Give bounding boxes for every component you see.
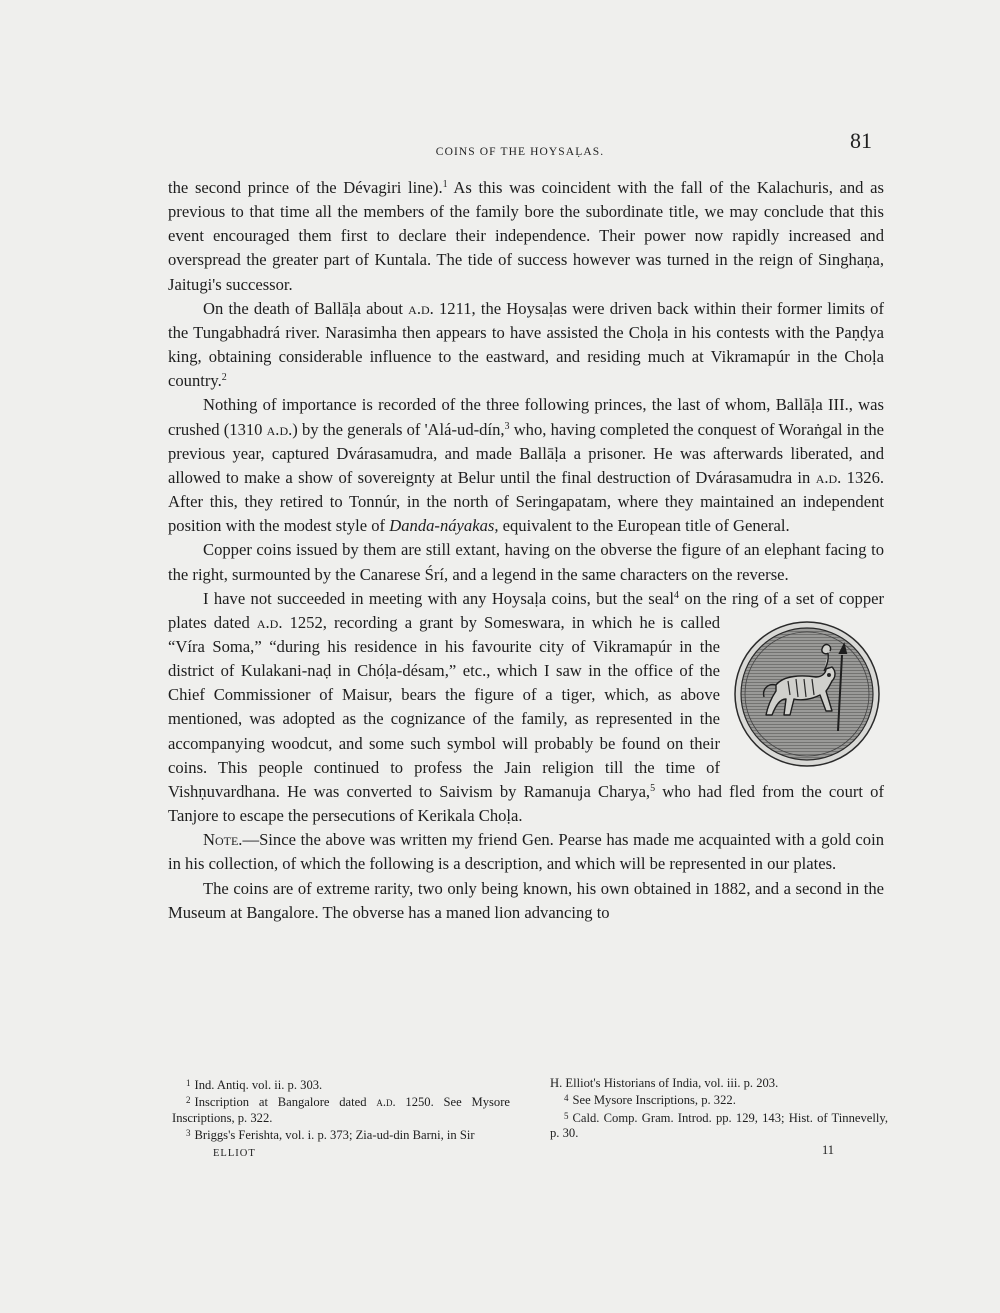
tiger-seal-figure (730, 613, 884, 775)
paragraph-4: Copper coins issued by them are still extant, having on the obverse the figure of an elephant facing to the right, surmounted by the Canarese Śrí, and a legend in the same characters on the reverse. (168, 540, 884, 584)
paragraph-7: The coins are of extreme rarity, two only being known, his own obtained in 1882, and a second in the Museum at Bangalore. The obverse has a maned lion advancing to (168, 878, 884, 922)
footnote-ref-2: 2 (221, 372, 227, 384)
tiger-seal-icon (732, 619, 882, 769)
footnote-5: $^5$ Cald. Comp. Gram. Introd. pp. 129, 143; Hist. of Tinnevelly, p. 30. (550, 1110, 888, 1141)
footnote-1: $^1$ Ind. Antiq. vol. ii. p. 303. (186, 1078, 323, 1092)
note-label: Note. (203, 830, 243, 850)
paragraph-5: I have not succeeded in meeting with any Hoysaḷa coins, but the seal$^4$ on the ring of a set of copper plates dated a.d. 1252, recording a grant by Someswara, in which he is called “Víra Soma,” “during his residence in his favourite city of Vikramapúr in the district of Kulakani-naḍ in Chóḷa-désam,” etc., which I saw in the office of the Chief Commissioner of Maisur, bears the figure of a tiger, which, as above mentioned, was adopted as the cognizance of the family, as represented in the accompanying woodcut, and some such symbol will probably be found on their coins. This people continued to profess the Jain religion till the time of Vishṇuvardhana. He was converted to Saivism by Ramanuja Charya,$^5$ who had fled from the court of Tanjore to escape the persecutions of Kerikala Choḷa. (168, 588, 885, 826)
footnotes-right (550, 1076, 888, 1144)
paragraph-2: On the death of Ballāḷa about a.d. 1211, the Hoysaḷas were driven back within their former limits of the Tungabhadrá river. Narasimha then appears to have assisted the Choḷa in his contests with the Paṇḍya king, obtaining considerable influence to the eastward, and residing much at Vikramapúr in the Choḷa country.$^2$ (168, 298, 884, 391)
footnote-4: $^4$ See Mysore Inscriptions, p. 322. (564, 1093, 736, 1108)
footnote-ref-1: 1 (442, 179, 448, 190)
main-text (168, 176, 884, 925)
footnote-2: $^2$ Inscription at Bangalore dated a.d. 1250. See Mysore Inscriptions, p. 322. (172, 1095, 510, 1125)
footnote-ref-3: 3 (504, 420, 510, 432)
page-number: 81 (850, 128, 872, 153)
running-title: COINS OF THE HOYSAḶAS. (435, 146, 605, 158)
paragraph-note: Note.—Since the above was written my friend Gen. Pearse has made me acquainted with a gold coin in his collection, of which the following is a description, and which will be represented in our plates. (168, 830, 884, 874)
footnote-ref-4: 4 (674, 589, 680, 601)
footnote-3: $^3$ Briggs's Ferishta, vol. i. p. 373; Zia-ud-din Barni, in Sir (186, 1128, 475, 1143)
signature-mark: ELLIOT (213, 1148, 256, 1159)
footnote-ref-5: 5 (650, 782, 656, 794)
footnote-3-continued: H. Elliot's Historians of India, vol. iii. p. 203. (550, 1076, 779, 1090)
footnotes (172, 1076, 888, 1144)
paragraph-1: the second prince of the Dévagiri line).$^1$ As this was coincident with the fall of the Kalachuris, and as previous to that time all the members of the family bore the subordinate title, we may conclude that this event encouraged them first to declare their independence. Their power now rapidly increased and overspread the greater part of Kuntala. The tide of success however was turned in the reign of Singhaṇa, Jaitugi's successor. (168, 178, 884, 294)
footnotes-left (172, 1076, 510, 1144)
paragraph-3: Nothing of importance is recorded of the three following princes, the last of whom, Ballāḷa III., was crushed (1310 a.d.) by the generals of 'Alá-ud-dín,$^3$ who, having completed the conquest of Woraṅgal in the previous year, captured Dvárasamudra, and made Ballāḷa a prisoner. He was afterwards liberated, and allowed to make a show of sovereignty at Belur until the final destruction of Dvárasamudra in a.d. 1326. After this, they retired to Tonnúr, in the north of Seringapatam, where they maintained an independent position with the modest style of Danda-náyakas, equivalent to the European title of General. (168, 395, 885, 536)
signature-number: 11 (822, 1143, 835, 1157)
